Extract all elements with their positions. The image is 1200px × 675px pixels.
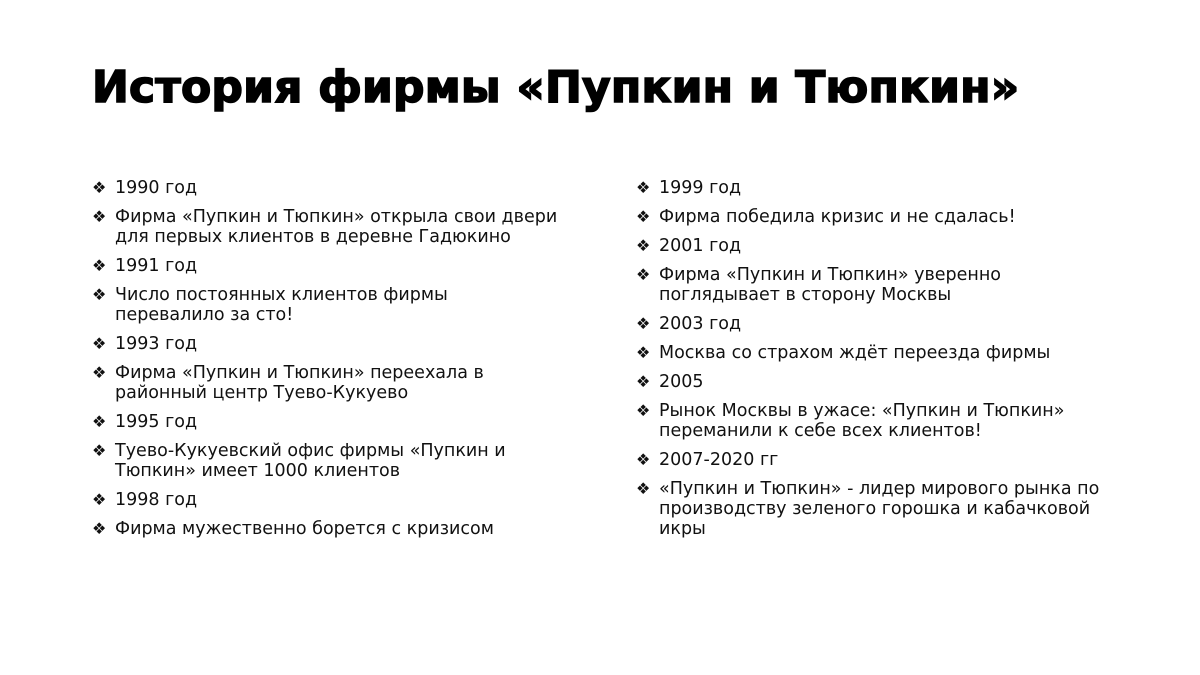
list-item-text: «Пупкин и Тюпкин» - лидер мирового рынка по производству зеленого горошка и кабачковой икры [659,479,1100,539]
list-item-text: 1999 год [659,178,742,198]
diamond-bullet-icon: ❖ [92,256,107,275]
list-item [92,363,562,403]
left-column-list [92,178,562,548]
list-item [92,490,562,510]
list-item-text: 1998 год [115,490,198,510]
right-column-list [636,178,1106,548]
diamond-bullet-icon: ❖ [636,343,651,362]
diamond-bullet-icon: ❖ [636,450,651,469]
list-item [92,178,562,198]
diamond-bullet-icon: ❖ [636,401,651,420]
list-item [92,285,562,325]
list-item-text: Фирма «Пупкин и Тюпкин» уверенно поглядывает в сторону Москвы [659,265,1002,305]
list-item-text: Туево-Кукуевский офис фирмы «Пупкин и Тюпкин» имеет 1000 клиентов [115,441,506,481]
diamond-bullet-icon: ❖ [636,479,651,498]
diamond-bullet-icon: ❖ [636,372,651,391]
diamond-bullet-icon: ❖ [92,178,107,197]
list-item [636,401,1106,441]
list-item [636,372,1106,392]
list-item-text: Рынок Москвы в ужасе: «Пупкин и Тюпкин» переманили к себе всех клиентов! [659,401,1065,441]
diamond-bullet-icon: ❖ [92,490,107,509]
diamond-bullet-icon: ❖ [92,519,107,538]
list-item [92,256,562,276]
list-item [636,479,1106,539]
diamond-bullet-icon: ❖ [92,334,107,353]
page-title: История фирмы «Пупкин и Тюпкин» [92,62,1020,113]
list-item [636,343,1106,363]
diamond-bullet-icon: ❖ [636,265,651,284]
diamond-bullet-icon: ❖ [92,285,107,304]
list-item [636,265,1106,305]
list-item-text: Фирма «Пупкин и Тюпкин» открыла свои двери для первых клиентов в деревне Гадюкино [115,207,558,247]
list-item [92,334,562,354]
list-item-text: 1993 год [115,334,198,354]
list-item-text: 1990 год [115,178,198,198]
list-item-text: Москва со страхом ждёт переезда фирмы [659,343,1051,363]
list-item-text: Фирма мужественно борется с кризисом [115,519,494,539]
list-item-text: Число постоянных клиентов фирмы перевалило за сто! [115,285,448,325]
list-item-text: 1995 год [115,412,198,432]
diamond-bullet-icon: ❖ [92,441,107,460]
diamond-bullet-icon: ❖ [92,363,107,382]
diamond-bullet-icon: ❖ [636,236,651,255]
list-item-text: 1991 год [115,256,198,276]
list-item-text: 2001 год [659,236,742,256]
list-item-text: 2003 год [659,314,742,334]
list-item [636,207,1106,227]
list-item [636,236,1106,256]
list-item [92,207,562,247]
diamond-bullet-icon: ❖ [636,178,651,197]
list-item [92,412,562,432]
diamond-bullet-icon: ❖ [636,314,651,333]
diamond-bullet-icon: ❖ [92,207,107,226]
list-item-text: Фирма победила кризис и не сдалась! [659,207,1016,227]
diamond-bullet-icon: ❖ [92,412,107,431]
diamond-bullet-icon: ❖ [636,207,651,226]
list-item-text: 2007-2020 гг [659,450,779,470]
list-item [636,450,1106,470]
list-item [92,519,562,539]
list-item [92,441,562,481]
list-item-text: 2005 [659,372,704,392]
list-item [636,178,1106,198]
list-item [636,314,1106,334]
list-item-text: Фирма «Пупкин и Тюпкин» переехала в районный центр Туево-Кукуево [115,363,484,403]
